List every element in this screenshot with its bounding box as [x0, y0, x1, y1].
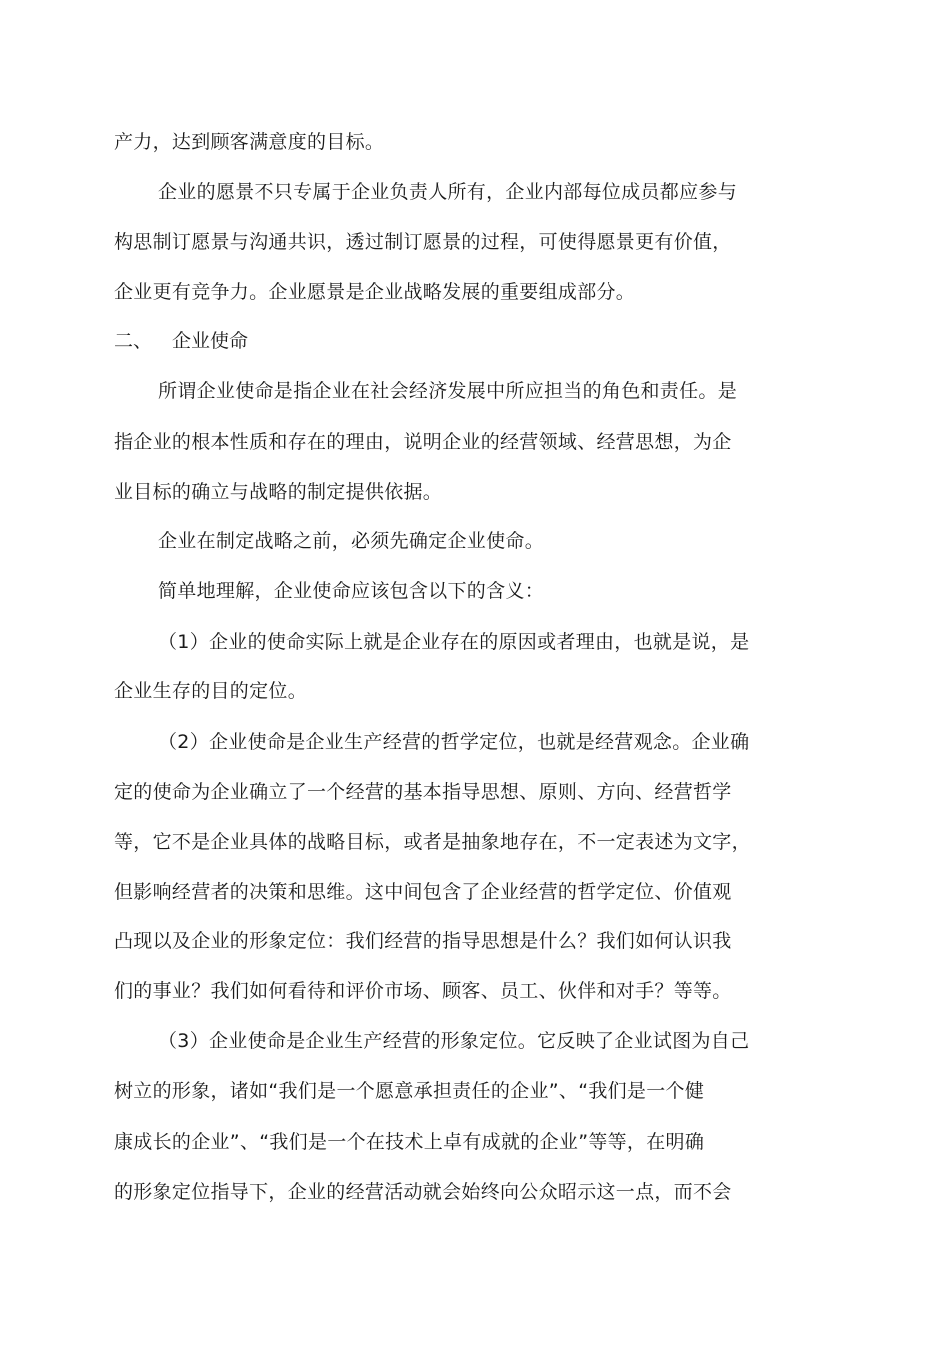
list-item-line: 康成长的企业”、“我们是一个在技术上卓有成就的企业”等等，在明确 — [114, 1131, 705, 1153]
section-number: 二、 — [114, 330, 153, 352]
paragraph-line: 企业的愿景不只专属于企业负责人所有，企业内部每位成员都应参与 — [158, 181, 738, 203]
list-item-line: 但影响经营者的决策和思维。这中间包含了企业经营的哲学定位、价值观 — [114, 881, 732, 903]
list-item-line: （3）企业使命是企业生产经营的形象定位。它反映了企业试图为自己 — [158, 1030, 750, 1052]
paragraph-line: 企业更有竞争力。企业愿景是企业战略发展的重要组成部分。 — [114, 281, 636, 303]
list-item-line: （2）企业使命是企业生产经营的哲学定位，也就是经营观念。企业确 — [158, 731, 750, 753]
list-item-line: （1）企业的使命实际上就是企业存在的原因或者理由，也就是说，是 — [158, 631, 750, 653]
list-item-line: 的形象定位指导下，企业的经营活动就会始终向公众昭示这一点，而不会 — [114, 1181, 732, 1203]
list-item-line: 等，它不是企业具体的战略目标，或者是抽象地存在，不一定表述为文字， — [114, 831, 751, 853]
paragraph-line: 业目标的确立与战略的制定提供依据。 — [114, 481, 443, 503]
paragraph-line: 产力，达到顾客满意度的目标。 — [114, 131, 385, 153]
list-item-line: 凸现以及企业的形象定位：我们经营的指导思想是什么？我们如何认识我 — [114, 930, 732, 952]
list-item-line: 企业生存的目的定位。 — [114, 680, 308, 702]
section-title: 企业使命 — [172, 330, 249, 352]
paragraph-line: 简单地理解，企业使命应该包含以下的含义： — [158, 580, 545, 602]
list-item-line: 树立的形象，诸如“我们是一个愿意承担责任的企业”、“我们是一个健 — [114, 1080, 705, 1102]
paragraph-line: 指企业的根本性质和存在的理由，说明企业的经营领域、经营思想，为企 — [114, 431, 732, 453]
list-item-line: 定的使命为企业确立了一个经营的基本指导思想、原则、方向、经营哲学 — [114, 781, 732, 803]
paragraph-line: 构思制订愿景与沟通共识，透过制订愿景的过程，可使得愿景更有价值， — [114, 231, 732, 253]
paragraph-line: 企业在制定战略之前，必须先确定企业使命。 — [158, 530, 545, 552]
paragraph-line: 所谓企业使命是指企业在社会经济发展中所应担当的角色和责任。是 — [158, 380, 738, 402]
list-item-line: 们的事业？我们如何看待和评价市场、顾客、员工、伙伴和对手？等等。 — [114, 980, 732, 1002]
